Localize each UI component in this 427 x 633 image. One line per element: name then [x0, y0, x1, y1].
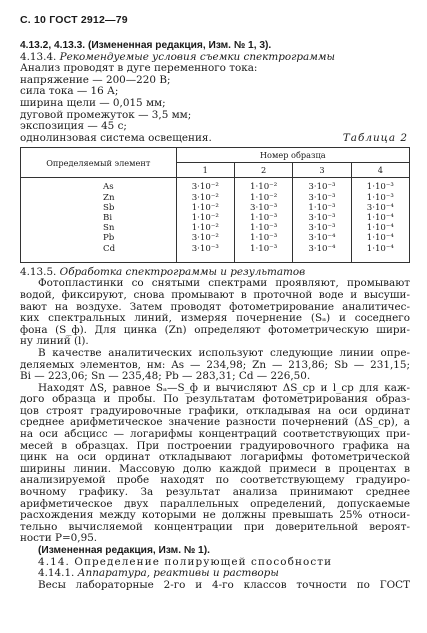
value-cell: 3·10⁻⁴: [351, 203, 409, 213]
paragraph-line: вочному графику. За результат анализа принимают среднее: [20, 486, 410, 499]
condition-line: ширина щели — 0,015 мм;: [20, 96, 166, 109]
value-cell: 1·10⁻³: [234, 223, 292, 233]
section-4-13-2-amendment: 4.13.2, 4.13.3. (Измененная редакция, Изм. № 1, 3).: [20, 40, 272, 51]
header-element: Определяемый элемент: [21, 148, 177, 178]
paragraph-line: тельно вычисляемой концентрации при доверительной вероят-: [20, 520, 410, 533]
header-sample-number: Номер образца: [176, 148, 409, 163]
element-cell: Bi: [21, 213, 177, 223]
paragraph-line: арифметическое двух параллельных определений, допускаемые: [20, 497, 410, 510]
table-row: [21, 193, 410, 203]
table-row: [21, 244, 410, 263]
paragraph-line: ну линий (l).: [20, 335, 89, 348]
value-cell: 3·10⁻⁴: [293, 233, 351, 243]
value-cell: 1·10⁻⁴: [351, 244, 409, 263]
element-cell: Zn: [21, 193, 177, 203]
section-title: Рекомендуемые условия съемки спектрограммы: [59, 50, 335, 63]
value-cell: 1·10⁻³: [351, 178, 409, 193]
paragraph-line: Весы лабораторные 2-го и 4-го классов точности по ГОСТ: [38, 578, 410, 591]
value-cell: 3·10⁻³: [234, 203, 292, 213]
paragraph-line: Находят ΔS, равное Sₐ—S_ф и вычисляют ΔS_ср и l_ср для каж-: [38, 381, 410, 394]
value-cell: 1·10⁻³: [351, 193, 409, 203]
value-cell: 3·10⁻³: [176, 244, 234, 263]
paragraph-line: среднее арифметическое значение разности почернений (ΔS_ср), а: [20, 416, 410, 429]
table-row: [21, 178, 410, 193]
paragraph-line: В качестве аналитических используют следующие линии опре-: [38, 346, 410, 359]
element-cell: Sb: [21, 203, 177, 213]
condition-line: напряжение — 200—220 В;: [20, 73, 171, 86]
paragraph-line: Фотопластинки со снятыми спектрами проявляют, промывают: [38, 277, 410, 290]
condition-line: Анализ проводят в дуге переменного тока:: [20, 62, 258, 75]
condition-line: сила тока — 16 А;: [20, 85, 119, 98]
table-row: [21, 223, 410, 233]
optics-line: однолинзовая система освещения.: [20, 131, 212, 144]
section-number: 4.13.5.: [20, 265, 57, 278]
paragraph-line: цинк на оси ординат откладывают логарифмы фотометрической: [20, 451, 410, 464]
value-cell: 1·10⁻²: [234, 193, 292, 203]
value-cell: 3·10⁻²: [176, 178, 234, 193]
value-cell: 3·10⁻³: [293, 223, 351, 233]
paragraph-line: месей в образцах. При построении градуировочного графика на: [20, 439, 410, 452]
value-cell: 1·10⁻⁴: [351, 233, 409, 243]
value-cell: 3·10⁻²: [176, 193, 234, 203]
table-row: [21, 213, 410, 223]
value-cell: 1·10⁻²: [176, 223, 234, 233]
section-title: Аппаратура, реактивы и растворы: [77, 567, 279, 580]
section-number: 4.14.1.: [38, 567, 75, 580]
value-cell: 1·10⁻²: [176, 213, 234, 223]
value-cell: 1·10⁻³: [234, 213, 292, 223]
table-caption: Таблица 2: [342, 131, 408, 144]
table-row: [21, 233, 410, 243]
paragraph-line: цов строят градуировочные графики, откладывая на оси ординат: [20, 404, 410, 417]
value-cell: 3·10⁻³: [293, 193, 351, 203]
table-row: [21, 203, 410, 213]
element-cell: As: [21, 178, 177, 193]
paragraph-line: ности P=0,95.: [20, 532, 98, 545]
paragraph-line: ширины линии. Массовую долю каждой примеси в процентах в: [20, 462, 410, 475]
element-cell: Pb: [21, 233, 177, 243]
paragraph-line: фона (S_ф). Для цинка (Zn) определяют фотометрическую шири-: [20, 323, 410, 336]
sample-table: [20, 147, 410, 262]
paragraph-line: ких спектральных линий, измеряя почернение (Sₐ) и соседнего: [20, 312, 410, 325]
header-sample-1: 1: [176, 163, 234, 178]
section-title: Обработка спектрограммы и результатов: [59, 265, 306, 278]
paragraph-line: на оси абсцисс — логарифмы концентраций соответствующих при-: [20, 428, 410, 441]
value-cell: 3·10⁻²: [176, 233, 234, 243]
header-sample-4: 4: [351, 163, 409, 178]
value-cell: 1·10⁻⁴: [351, 213, 409, 223]
section-number: 4.13.4.: [20, 50, 57, 63]
paragraph-line: водой, фиксируют, снова промывают в проточной воде и высуши-: [20, 288, 410, 301]
value-cell: 3·10⁻³: [293, 178, 351, 193]
paragraph-line: вают на воздухе. Затем проводят фотометрирование аналитичес-: [20, 300, 410, 313]
value-cell: 1·10⁻²: [234, 178, 292, 193]
value-cell: 1·10⁻⁴: [351, 223, 409, 233]
value-cell: 1·10⁻³: [234, 233, 292, 243]
value-cell: 1·10⁻²: [176, 203, 234, 213]
page-header: С. 10 ГОСТ 2912—79: [20, 14, 128, 26]
paragraph-line: расхождения между которыми не должны превышать 25% относи-: [20, 509, 410, 522]
paragraph-line: анализируемой пробе находят по соответствующему градуиро-: [20, 474, 410, 487]
element-cell: Cd: [21, 244, 177, 263]
condition-line: дуговой промежуток — 3,5 мм;: [20, 108, 192, 121]
value-cell: 3·10⁻⁴: [293, 244, 351, 263]
section-4-14-heading: 4.14. Определение полирующей способности: [38, 555, 333, 568]
table-header-row: [21, 148, 410, 163]
header-sample-3: 3: [293, 163, 351, 178]
paragraph-line: деляемых элементов, нм: As — 234,98; Zn — 213,86; Sb — 231,15;: [20, 358, 410, 371]
value-cell: 1·10⁻³: [293, 203, 351, 213]
amendment-note: (Измененная редакция, Изм. № 1).: [38, 545, 210, 557]
paragraph-line: Bi — 223,06; Sn — 235,48; Pb — 283,31; Cd — 226,50.: [20, 370, 311, 383]
paragraph-line: дого образца и пробы. По результатам фотометрирования образ-: [20, 393, 410, 406]
optics-and-caption-row: [20, 133, 410, 145]
header-sample-2: 2: [234, 163, 292, 178]
condition-line: экспозиция — 45 с;: [20, 120, 127, 133]
element-cell: Sn: [21, 223, 177, 233]
value-cell: 1·10⁻³: [234, 244, 292, 263]
value-cell: 3·10⁻³: [293, 213, 351, 223]
